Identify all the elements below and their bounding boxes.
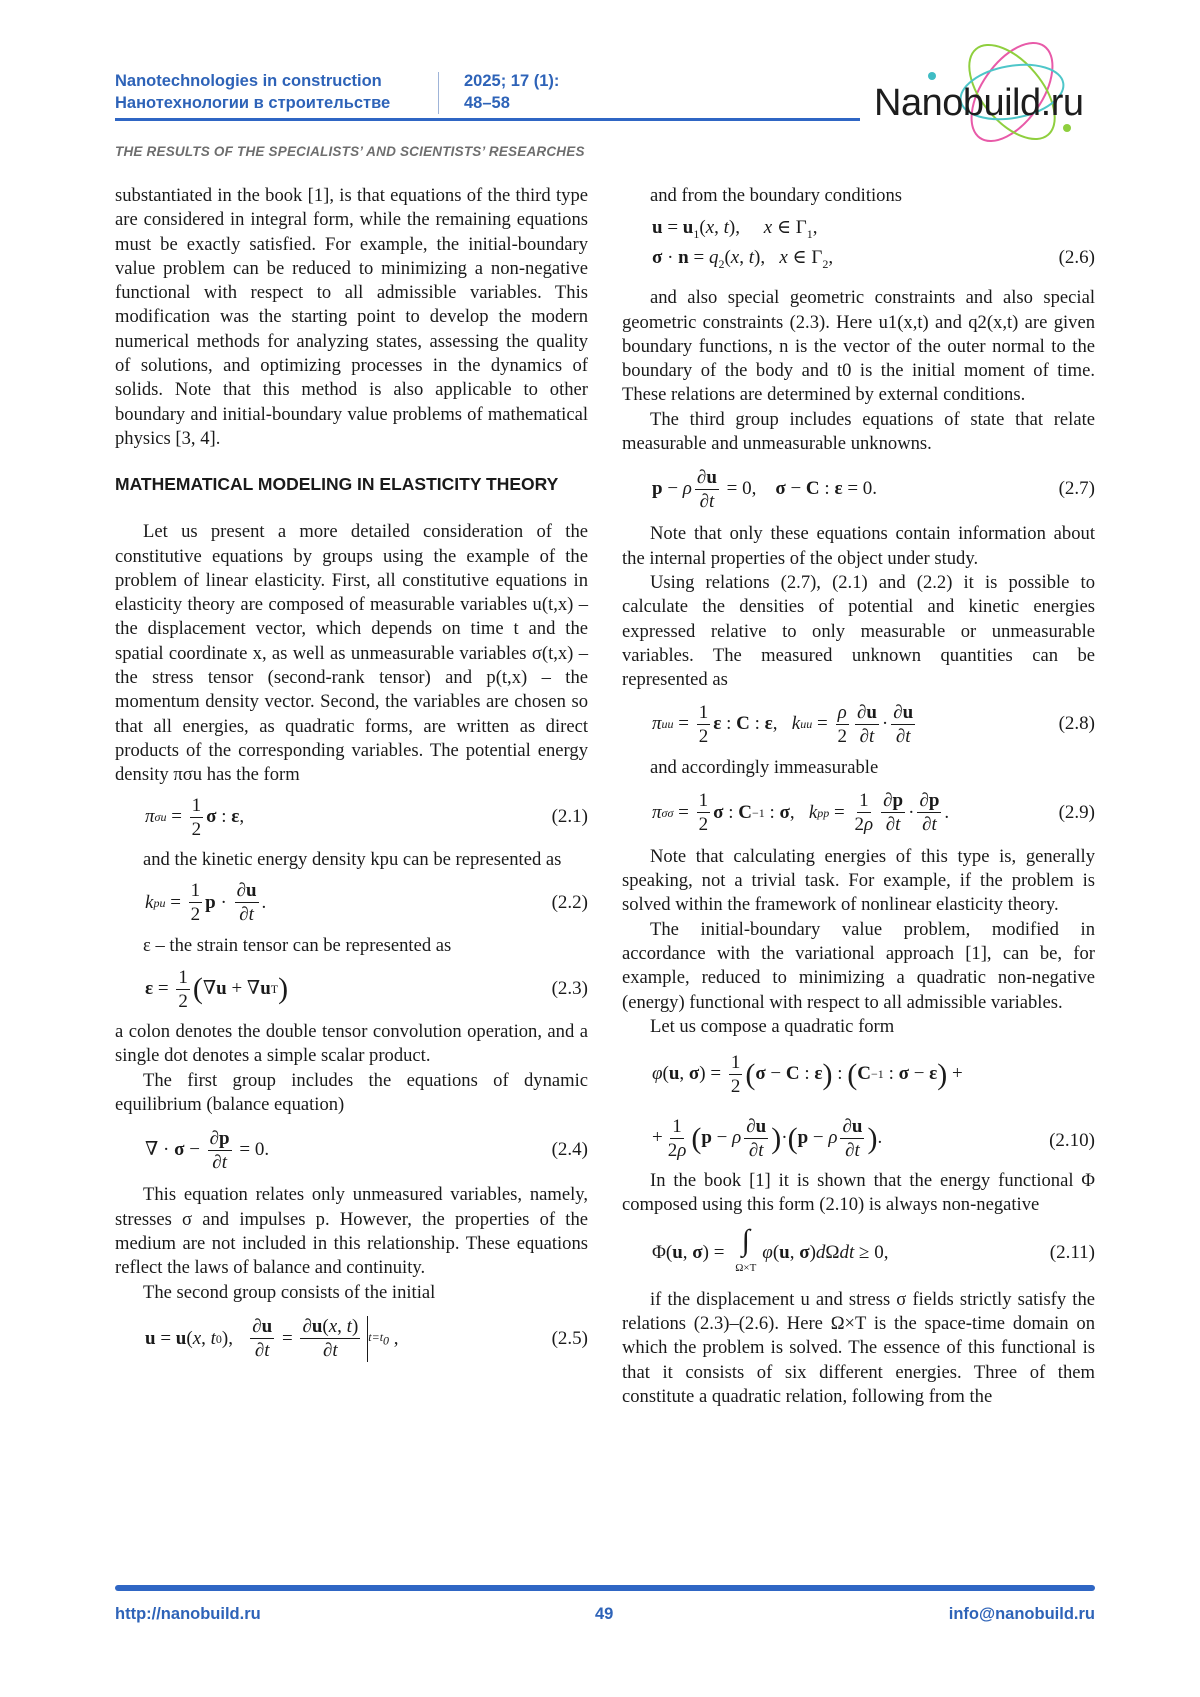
paragraph: if the displacement u and stress σ fields strictly satisfy the relations (2.3)–(2.6). Here Ω×T is the space-time domain on which the problem is solved. The essence of this functional is that it consists of six different energies. Three of them constitute a quadratic relation, following from the xyxy=(622,1288,1095,1407)
paragraph: ε – the strain tensor can be represented as xyxy=(143,934,452,956)
section-heading: MATHEMATICAL MODELING IN ELASTICITY THEORY xyxy=(115,474,559,495)
paragraph: Using relations (2.7), (2.1) and (2.2) it is possible to calculate the densities of potential and kinetic energies expressed relative to only measurable or unmeasurable variables. The measured unknown quantities can be represented as xyxy=(622,571,1095,691)
equation-number: (2.11) xyxy=(1049,1241,1095,1263)
paragraph: Let us present a more detailed consideration of the constitutive equations by groups using the example of the problem of linear elasticity. First, all constitutive equations in elasticity theory are composed of measurable variables u(t,x) – the displacement vector, which depends on time t and the spatial coordinate x, as well as unmeasurable variables σ(t,x) – the stress tensor (second-rank tensor) and p(t,x) – the momentum density vector. Second, the variables are chosen so that all energies, as quadratic forms, are written as direct products of the corresponding variables. The potential energy density πσu has the form xyxy=(115,521,588,786)
paragraph: and accordingly immeasurable xyxy=(650,757,879,779)
paragraph: substantiated in the book [1], is that equations of the third type are considered in integral form, while the remaining equations must be exactly satisfied. For example, the initial-boundary value problem can be reduced to minimizing a non-negative functional with respect to all admissible variables. This modification was the starting point to develop the modern numerical methods for analyzing states, assessing the quality of solutions, and optimizing processes in the dynamics of solids. Note that this method is also applicable to other boundary and initial-boundary value problems of mathematical physics [3, 4]. xyxy=(115,185,588,449)
paragraph: The first group includes the equations of dynamic equilibrium (balance equation) xyxy=(115,1069,588,1116)
right-column xyxy=(622,184,1095,1409)
logo-text: Nanobuild.ru xyxy=(874,82,1084,124)
equation-2-4: ∇ · σ − $\frac{\partial p}{\partial t}$ = 0. (2.4) xyxy=(145,1127,588,1173)
section-label: THE RESULTS OF THE SPECIALISTS’ AND SCIENTISTS’ RESEARCHES xyxy=(115,144,585,159)
equation-2-9: π σσ = $\frac{1}{2}$ σ : C −1 : σ , k pp = $\frac{1}{2\rho}$ $\frac{\partial p}{\partial t}$ · $\frac{\partial p}{\partial t}$ . (2.9) xyxy=(652,790,1095,836)
equation-number: (2.4) xyxy=(551,1139,588,1161)
footer-rule xyxy=(115,1585,1095,1591)
equation-number: (2.1) xyxy=(551,806,588,828)
header-rule xyxy=(115,118,860,121)
journal-title-en: Nanotechnologies in construction xyxy=(115,72,382,90)
header-separator xyxy=(438,72,439,114)
equation-2-2: k pu = $\frac{1}{2}$ p · $\frac{\partial u}{\partial t}$ . (2.2) xyxy=(145,880,588,926)
paragraph: Note that only these equations contain information about the internal properties of the object under study. xyxy=(622,523,1095,569)
equation-number: (2.9) xyxy=(1058,801,1095,823)
footer-email-link[interactable]: info@nanobuild.ru xyxy=(948,1605,1095,1623)
equation-number: (2.5) xyxy=(551,1327,588,1349)
paragraph: The second group consists of the initial xyxy=(143,1281,436,1303)
paragraph: Note that calculating energies of this type is, generally speaking, not a trivial task. For example, if the problem is solved within the framework of nonlinear elasticity theory. xyxy=(622,845,1095,916)
paragraph: Let us compose a quadratic form xyxy=(650,1015,895,1037)
equation-number: (2.2) xyxy=(551,891,588,913)
equation-number: (2.3) xyxy=(551,977,588,999)
equation-number: (2.6) xyxy=(1058,247,1095,269)
issue-number: 2025; 17 (1): xyxy=(464,72,560,90)
footer-url-link[interactable]: http://nanobuild.ru xyxy=(115,1605,261,1623)
paragraph: This equation relates only unmeasured variables, namely, stresses σ and impulses p. However, the properties of the medium are not included in this relationship. These equations reflect the laws of balance and continuity. xyxy=(115,1184,588,1279)
paragraph: The third group includes equations of state that relate measurable and unmeasurable unknowns. xyxy=(622,408,1095,455)
paragraph: and the kinetic energy density kpu can be represented as xyxy=(143,848,562,870)
equation-number: (2.7) xyxy=(1058,478,1095,500)
left-column xyxy=(115,184,588,1373)
equation-2-10: φ ( u , σ ) = $\frac{1}{2}$ ( σ − C : ε ) : ( C −1 : σ − ε ) + + $\frac{1}{2\rho}$ ( p − ρ $\frac{\partial u}{\partial t}$ ) · ( p − ρ $\frac{\partial u}{\partial t}$ ) . (2.10) xyxy=(652,1052,1095,1162)
journal-title xyxy=(115,70,390,114)
equation-2-8: π uu = $\frac{1}{2}$ ε : C : ε , k uu = $\frac{\rho}{2}$ $\frac{\partial u}{\partial t}$ · $\frac{\partial u}{\partial t}$ (2.8) xyxy=(652,701,1095,747)
equation-2-5: u = u ( x , t 0 ), $\frac{\partial u}{\partial t}$ = $\frac{\partial u(x, t)}{\partial t}$ $t=t_0$ , (2.5) xyxy=(145,1316,588,1362)
equation-2-7: p − ρ $\frac{\partial u}{\partial t}$ = 0, σ − C : ε = 0. (2.7) xyxy=(652,466,1095,512)
equation-2-3: ε = $\frac{1}{2}$ ( ∇ u + ∇ u T ) (2.3) xyxy=(145,966,588,1012)
equation-number: (2.10) xyxy=(1049,1130,1095,1152)
journal-title-ru: Нанотехнологии в строительстве xyxy=(115,94,391,112)
paragraph: and from the boundary conditions xyxy=(650,185,902,206)
page-range: 48–58 xyxy=(464,94,510,112)
paragraph: In the book [1] it is shown that the energy functional Φ composed using this form (2.10) is always non-negative xyxy=(622,1170,1095,1216)
issue-info xyxy=(464,70,559,114)
paragraph: a colon denotes the double tensor convolution operation, and a single dot denotes a simple scalar product. xyxy=(115,1021,588,1067)
paragraph: and also special geometric constraints and also special geometric constraints (2.3). Here u1(x,t) and q2(x,t) are given boundary functions, n is the vector of the outer normal to the boundary of the body and t0 is the initial moment of time. These relations are determined by external conditions. xyxy=(622,287,1095,406)
equation-2-11: Φ( u , σ ) = ∫ Ω×T φ ( u , σ ) d Ω dt ≥ 0, (2.11) xyxy=(652,1223,1095,1274)
paragraph: The initial-boundary value problem, modified in accordance with the variational approach [1], can be, for example, reduced to minimizing a quadratic non-negative (energy) functional with respect to all admissible variables. xyxy=(622,918,1095,1013)
equation-2-1: π σu = $\frac{1}{2}$ σ : ε , (2.1) xyxy=(145,795,588,841)
nanobuild-logo[interactable] xyxy=(862,36,1102,148)
page-number: 49 xyxy=(595,1605,614,1623)
equation-number: (2.8) xyxy=(1058,713,1095,735)
equation-2-6: $u = u_1(x$, t), x ∈ $\Gamma_1$, $\sigma \cdot n = q_2(x$, t), x ∈ $\Gamma_2$, (2.6) xyxy=(652,217,1095,272)
